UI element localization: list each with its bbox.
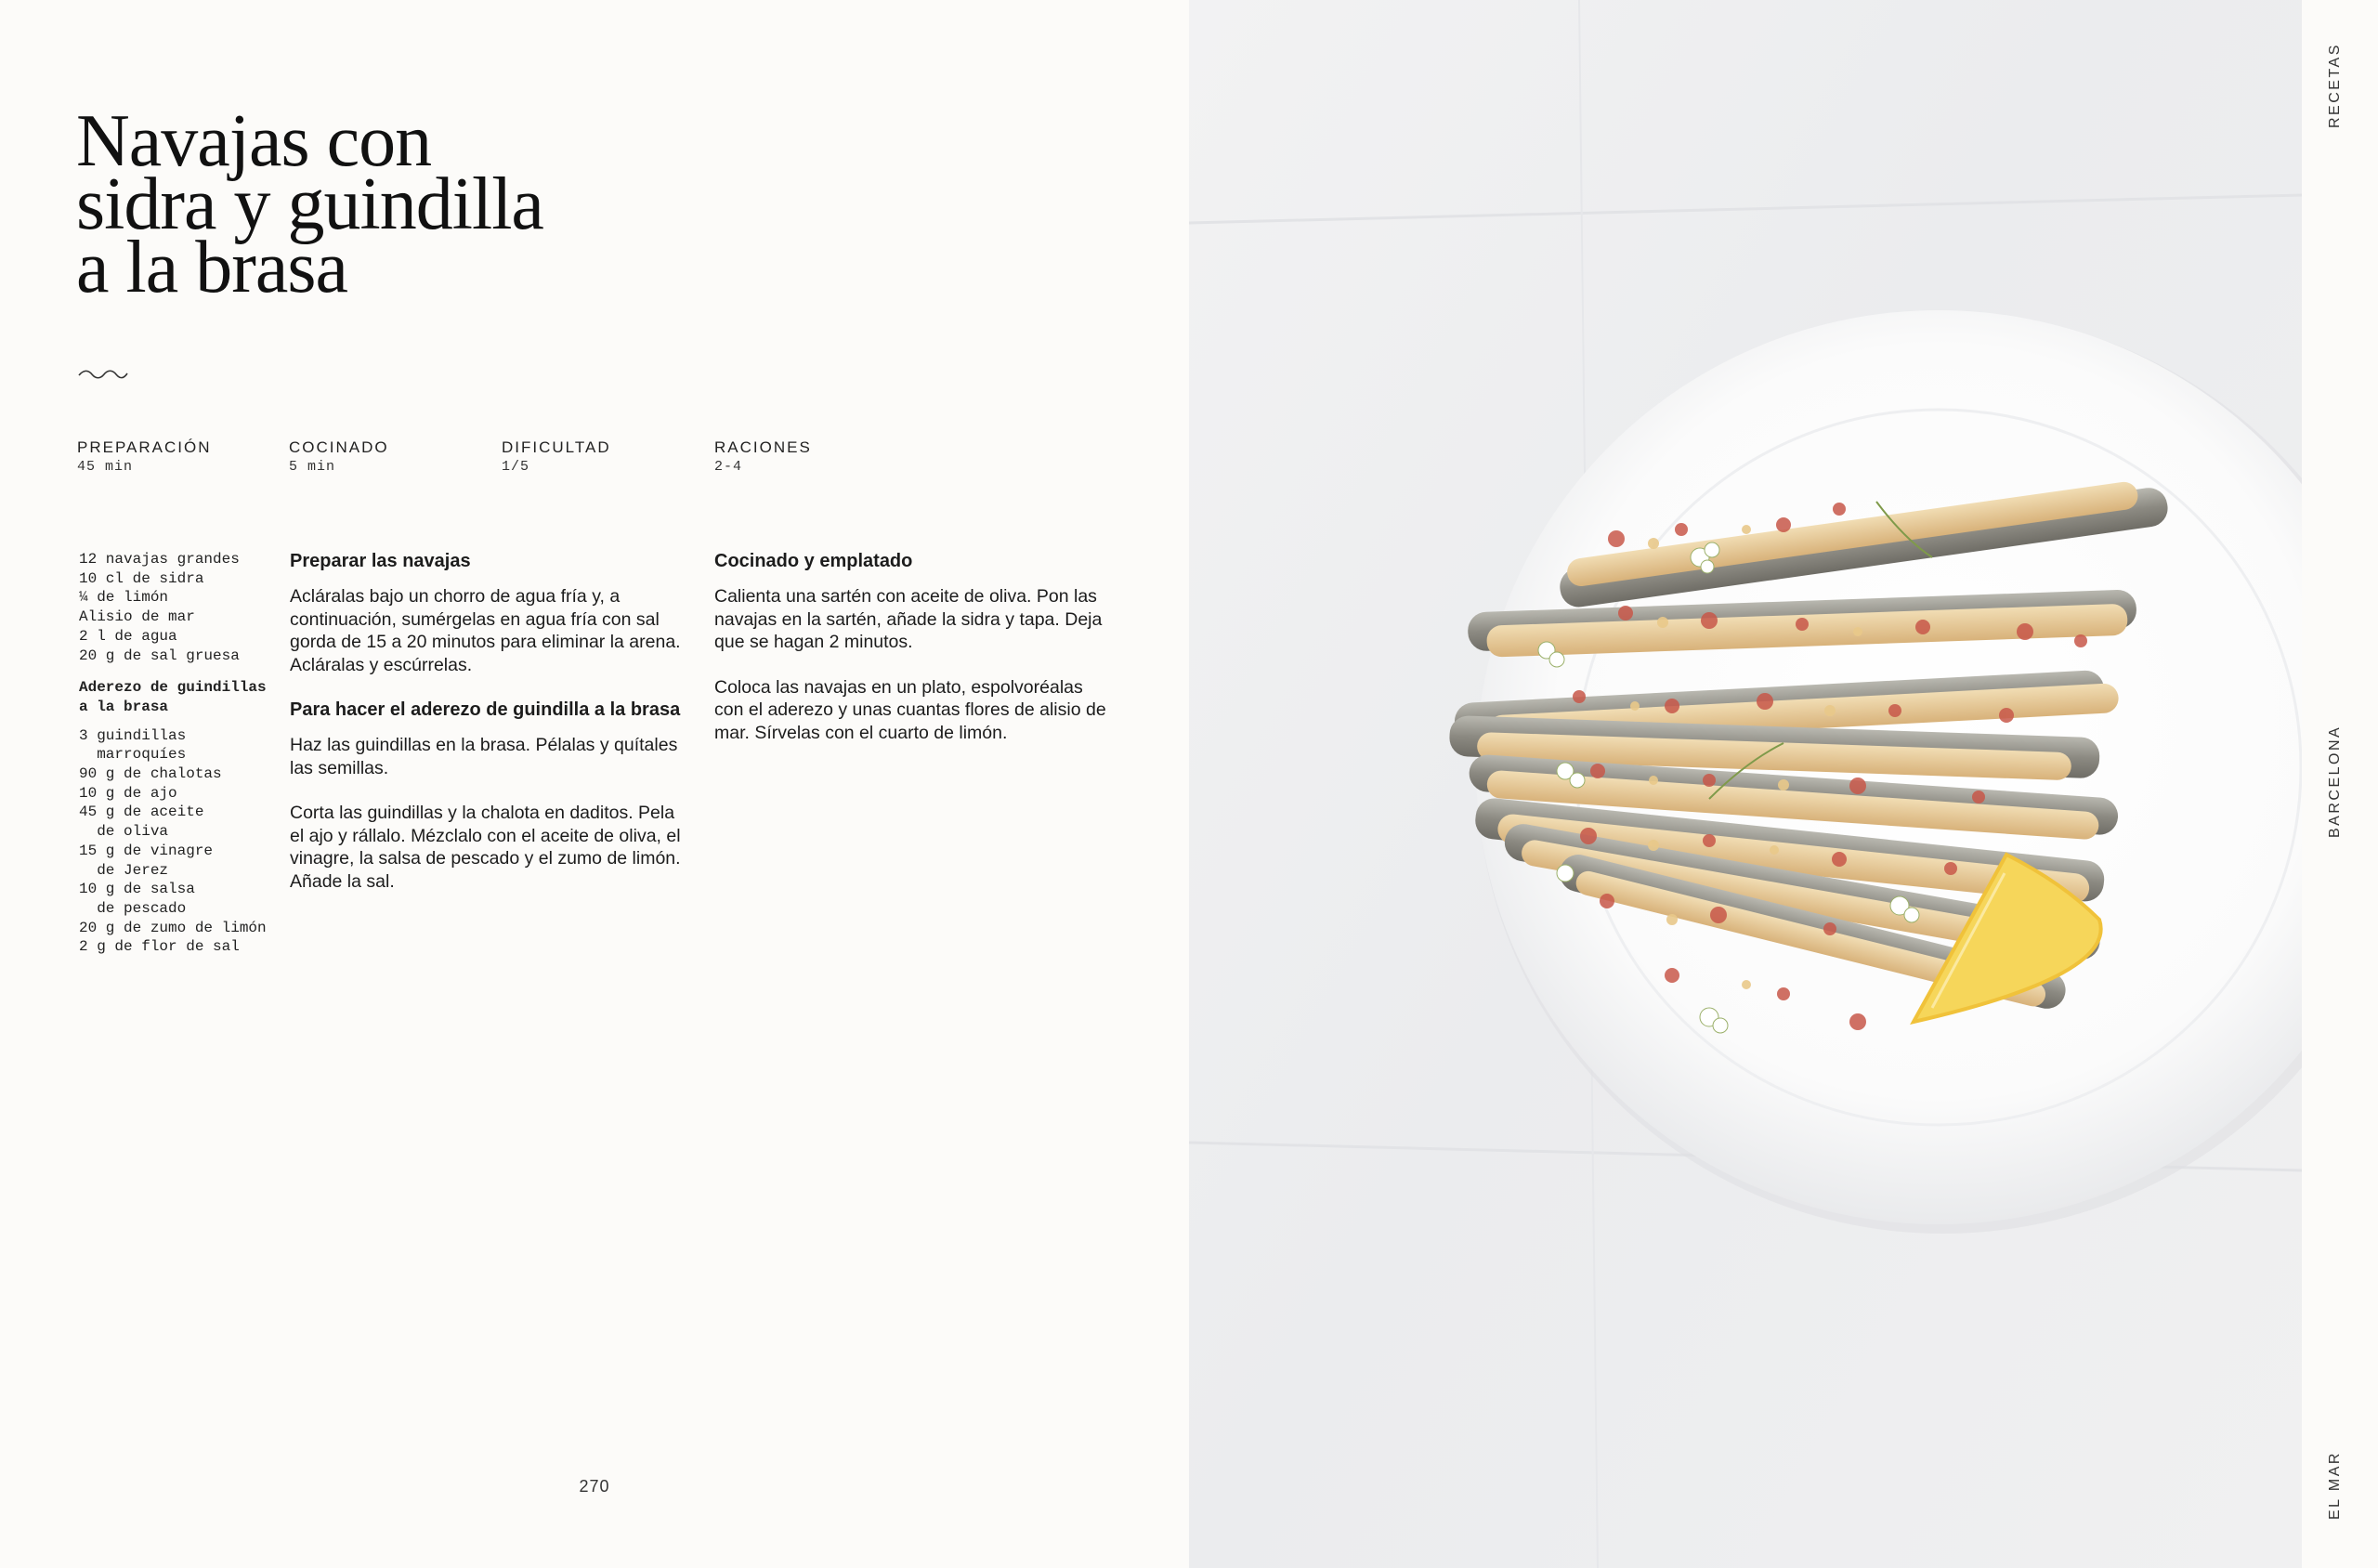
step-heading: Para hacer el aderezo de guindilla a la brasa <box>290 699 681 720</box>
ingredient-item: 15 g de vinagre de Jerez <box>79 842 214 879</box>
steps-column-1 <box>290 550 689 915</box>
step-paragraph: Haz las guindillas en la brasa. Pélalas y quítales las semillas. <box>290 735 678 778</box>
side-tab-barcelona[interactable]: BARCELONA <box>2327 725 2343 838</box>
ingredient-item: 2 g de flor de sal <box>79 938 240 956</box>
ingredient-item: 20 g de sal gruesa <box>79 647 240 664</box>
ingredient-item: 10 g de ajo <box>79 784 177 802</box>
meta-label: RACIONES <box>714 438 812 456</box>
ingredients-subheading: Aderezo de guindillas a la brasa <box>79 679 267 715</box>
meta-cooking <box>289 438 493 475</box>
ingredient-item: 10 g de salsa de pescado <box>79 881 195 917</box>
dish-photo <box>1189 0 2302 1568</box>
side-tab-recetas[interactable]: RECETAS <box>2327 43 2343 128</box>
step-paragraph: Calienta una sartén con aceite de oliva. Pon las navajas en la sartén, añade la sidra y tapa. Deja que se hagan 2 minutos. <box>714 586 1103 652</box>
meta-value: 2-4 <box>714 459 743 475</box>
recipe-title: Navajas con sidra y guindilla a la brasa <box>76 100 543 308</box>
ingredient-item: 2 l de agua <box>79 627 177 645</box>
step-heading: Preparar las navajas <box>290 551 471 571</box>
wave-ornament-icon <box>78 368 128 381</box>
ingredient-item: 45 g de aceite de oliva <box>79 804 204 841</box>
ingredient-item: 90 g de chalotas <box>79 765 222 783</box>
meta-label: DIFICULTAD <box>502 438 611 456</box>
page-number: 270 <box>579 1477 610 1496</box>
meta-preparation <box>77 438 281 475</box>
meta-difficulty <box>502 438 706 475</box>
step-paragraph: Coloca las navajas en un plato, espolvoréalas con el aderezo y unas cuantas flores de alisio de mar. Sírvelas con el cuarto de limón. <box>714 676 1106 743</box>
ingredient-item: ¼ de limón <box>79 589 169 607</box>
meta-value: 45 min <box>77 459 134 475</box>
step-heading: Cocinado y emplatado <box>714 551 913 571</box>
step-paragraph: Acláralas bajo un chorro de agua fría y, a continuación, sumérgelas en agua fría con sal gorda de 15 a 20 minutos para eliminar la arena. Acláralas y escúrrelas. <box>290 586 681 675</box>
dish-illustration <box>1189 0 2302 1568</box>
meta-servings <box>714 438 919 475</box>
ingredient-item: 12 navajas grandes <box>79 551 240 568</box>
ingredient-item: 10 cl de sidra <box>79 569 204 587</box>
side-tab-el-mar[interactable]: EL MAR <box>2327 1451 2343 1520</box>
ingredient-item: Alisio de mar <box>79 608 195 626</box>
ingredients-list <box>79 550 274 957</box>
meta-value: 5 min <box>289 459 336 475</box>
ingredient-item: 3 guindillas marroquíes <box>79 726 187 764</box>
step-paragraph: Corta las guindillas y la chalota en daditos. Pela el ajo y rállalo. Mézclalo con el aceite de oliva, el vinagre, la salsa de pescado y el zumo de limón. Añade la sal. <box>290 803 681 892</box>
meta-value: 1/5 <box>502 459 530 475</box>
ingredient-item: 20 g de zumo de limón <box>79 919 267 936</box>
meta-label: PREPARACIÓN <box>77 438 212 456</box>
steps-column-2 <box>714 550 1116 766</box>
meta-label: COCINADO <box>289 438 389 456</box>
